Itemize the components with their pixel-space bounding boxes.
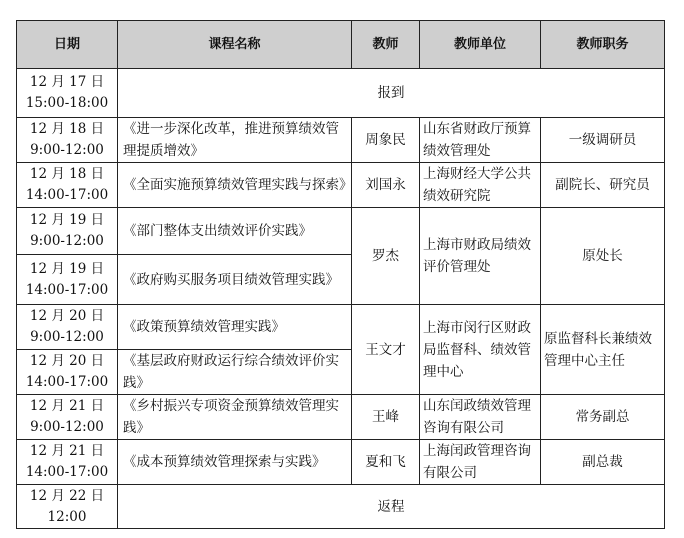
teacher-cell: 刘国永 [352, 163, 420, 208]
date-cell: 12 月 20 日 9:00-12:00 [17, 305, 118, 350]
title-cell: 常务副总 [541, 395, 665, 440]
title-cell: 原处长 [541, 208, 665, 305]
header-unit: 教师单位 [420, 21, 541, 69]
table-row [17, 208, 665, 255]
course-cell: 《政策预算绩效管理实践》 [118, 305, 352, 350]
date-cell: 12 月 17 日 15:00-18:00 [17, 69, 118, 118]
course-cell: 《进一步深化改革，推进预算绩效管理提质增效》 [118, 118, 352, 163]
date-cell: 12 月 21 日 14:00-17:00 [17, 440, 118, 485]
table-row [17, 163, 665, 208]
course-cell: 《部门整体支出绩效评价实践》 [118, 208, 352, 255]
table-row [17, 118, 665, 163]
title-cell: 原监督科长兼绩效管理中心主任 [541, 305, 665, 395]
course-cell: 《全面实施预算绩效管理实践与探索》 [118, 163, 352, 208]
schedule-table-wrap [16, 20, 665, 529]
header-course: 课程名称 [118, 21, 352, 69]
course-cell: 《基层政府财政运行综合绩效评价实践》 [118, 350, 352, 395]
header-teacher: 教师 [352, 21, 420, 69]
unit-cell: 上海市财政局绩效评价管理处 [420, 208, 541, 305]
date-cell: 12 月 18 日 9:00-12:00 [17, 118, 118, 163]
course-cell: 《成本预算绩效管理探索与实践》 [118, 440, 352, 485]
teacher-cell: 王文才 [352, 305, 420, 395]
date-cell: 12 月 18 日 14:00-17:00 [17, 163, 118, 208]
teacher-cell: 夏和飞 [352, 440, 420, 485]
unit-cell: 上海财经大学公共绩效研究院 [420, 163, 541, 208]
title-cell: 副院长、研究员 [541, 163, 665, 208]
unit-cell: 山东闰政绩效管理咨询有限公司 [420, 395, 541, 440]
table-row [17, 485, 665, 529]
table-row [17, 305, 665, 350]
header-date: 日期 [17, 21, 118, 69]
departure-cell: 返程 [118, 485, 665, 529]
teacher-cell: 王峰 [352, 395, 420, 440]
date-cell: 12 月 19 日 9:00-12:00 [17, 208, 118, 255]
date-cell: 12 月 21 日 9:00-12:00 [17, 395, 118, 440]
table-row [17, 69, 665, 118]
unit-cell: 上海闰政管理咨询有限公司 [420, 440, 541, 485]
header-row [17, 21, 665, 69]
table-row [17, 395, 665, 440]
date-cell: 12 月 19 日 14:00-17:00 [17, 255, 118, 305]
title-cell: 副总裁 [541, 440, 665, 485]
unit-cell: 山东省财政厅预算绩效管理处 [420, 118, 541, 163]
schedule-table [16, 20, 665, 529]
title-cell: 一级调研员 [541, 118, 665, 163]
teacher-cell: 罗杰 [352, 208, 420, 305]
table-row [17, 440, 665, 485]
teacher-cell: 周象民 [352, 118, 420, 163]
header-title: 教师职务 [541, 21, 665, 69]
course-cell: 《政府购买服务项目绩效管理实践》 [118, 255, 352, 305]
unit-cell: 上海市闵行区财政局监督科、绩效管理中心 [420, 305, 541, 395]
date-cell: 12 月 22 日 12:00 [17, 485, 118, 529]
course-cell: 《乡村振兴专项资金预算绩效管理实践》 [118, 395, 352, 440]
date-cell: 12 月 20 日 14:00-17:00 [17, 350, 118, 395]
checkin-cell: 报到 [118, 69, 665, 118]
